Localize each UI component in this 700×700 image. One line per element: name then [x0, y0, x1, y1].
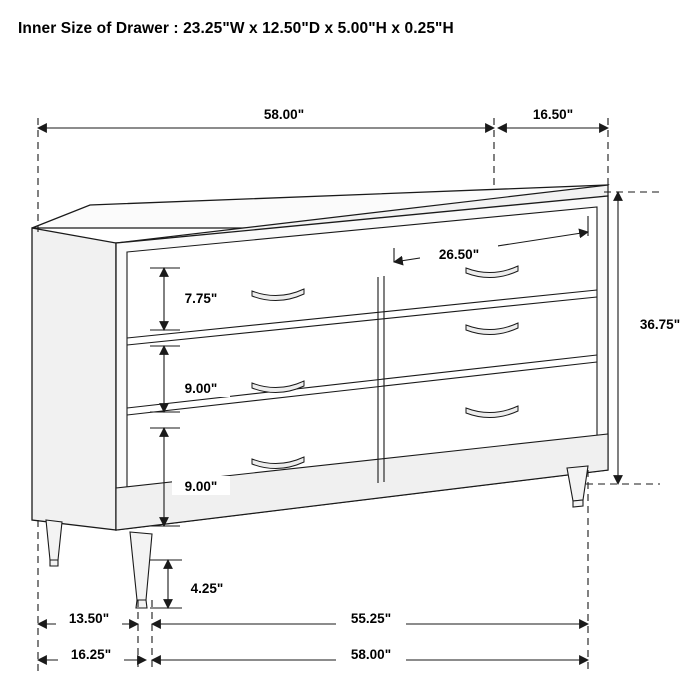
dim-total-width: 58.00" [350, 647, 392, 662]
dim-front-width: 55.25" [350, 611, 392, 626]
furniture-body [32, 185, 608, 608]
dim-base-bottom-left: 16.25" [70, 647, 112, 662]
dim-drawer-width: 26.50" [438, 247, 480, 262]
dim-drawer-h-middle: 9.00" [184, 381, 218, 396]
dim-drawer-h-bottom: 9.00" [184, 479, 218, 494]
dim-height: 36.75" [639, 317, 681, 332]
dim-drawer-h-top: 7.75" [184, 291, 218, 306]
dim-base-left: 13.50" [68, 611, 110, 626]
dim-top-width: 58.00" [263, 107, 305, 122]
dim-leg-height: 4.25" [190, 581, 224, 596]
page-title: Inner Size of Drawer : 23.25"W x 12.50"D x 5.00"H x 0.25"H [18, 20, 454, 37]
dim-top-depth: 16.50" [532, 107, 574, 122]
